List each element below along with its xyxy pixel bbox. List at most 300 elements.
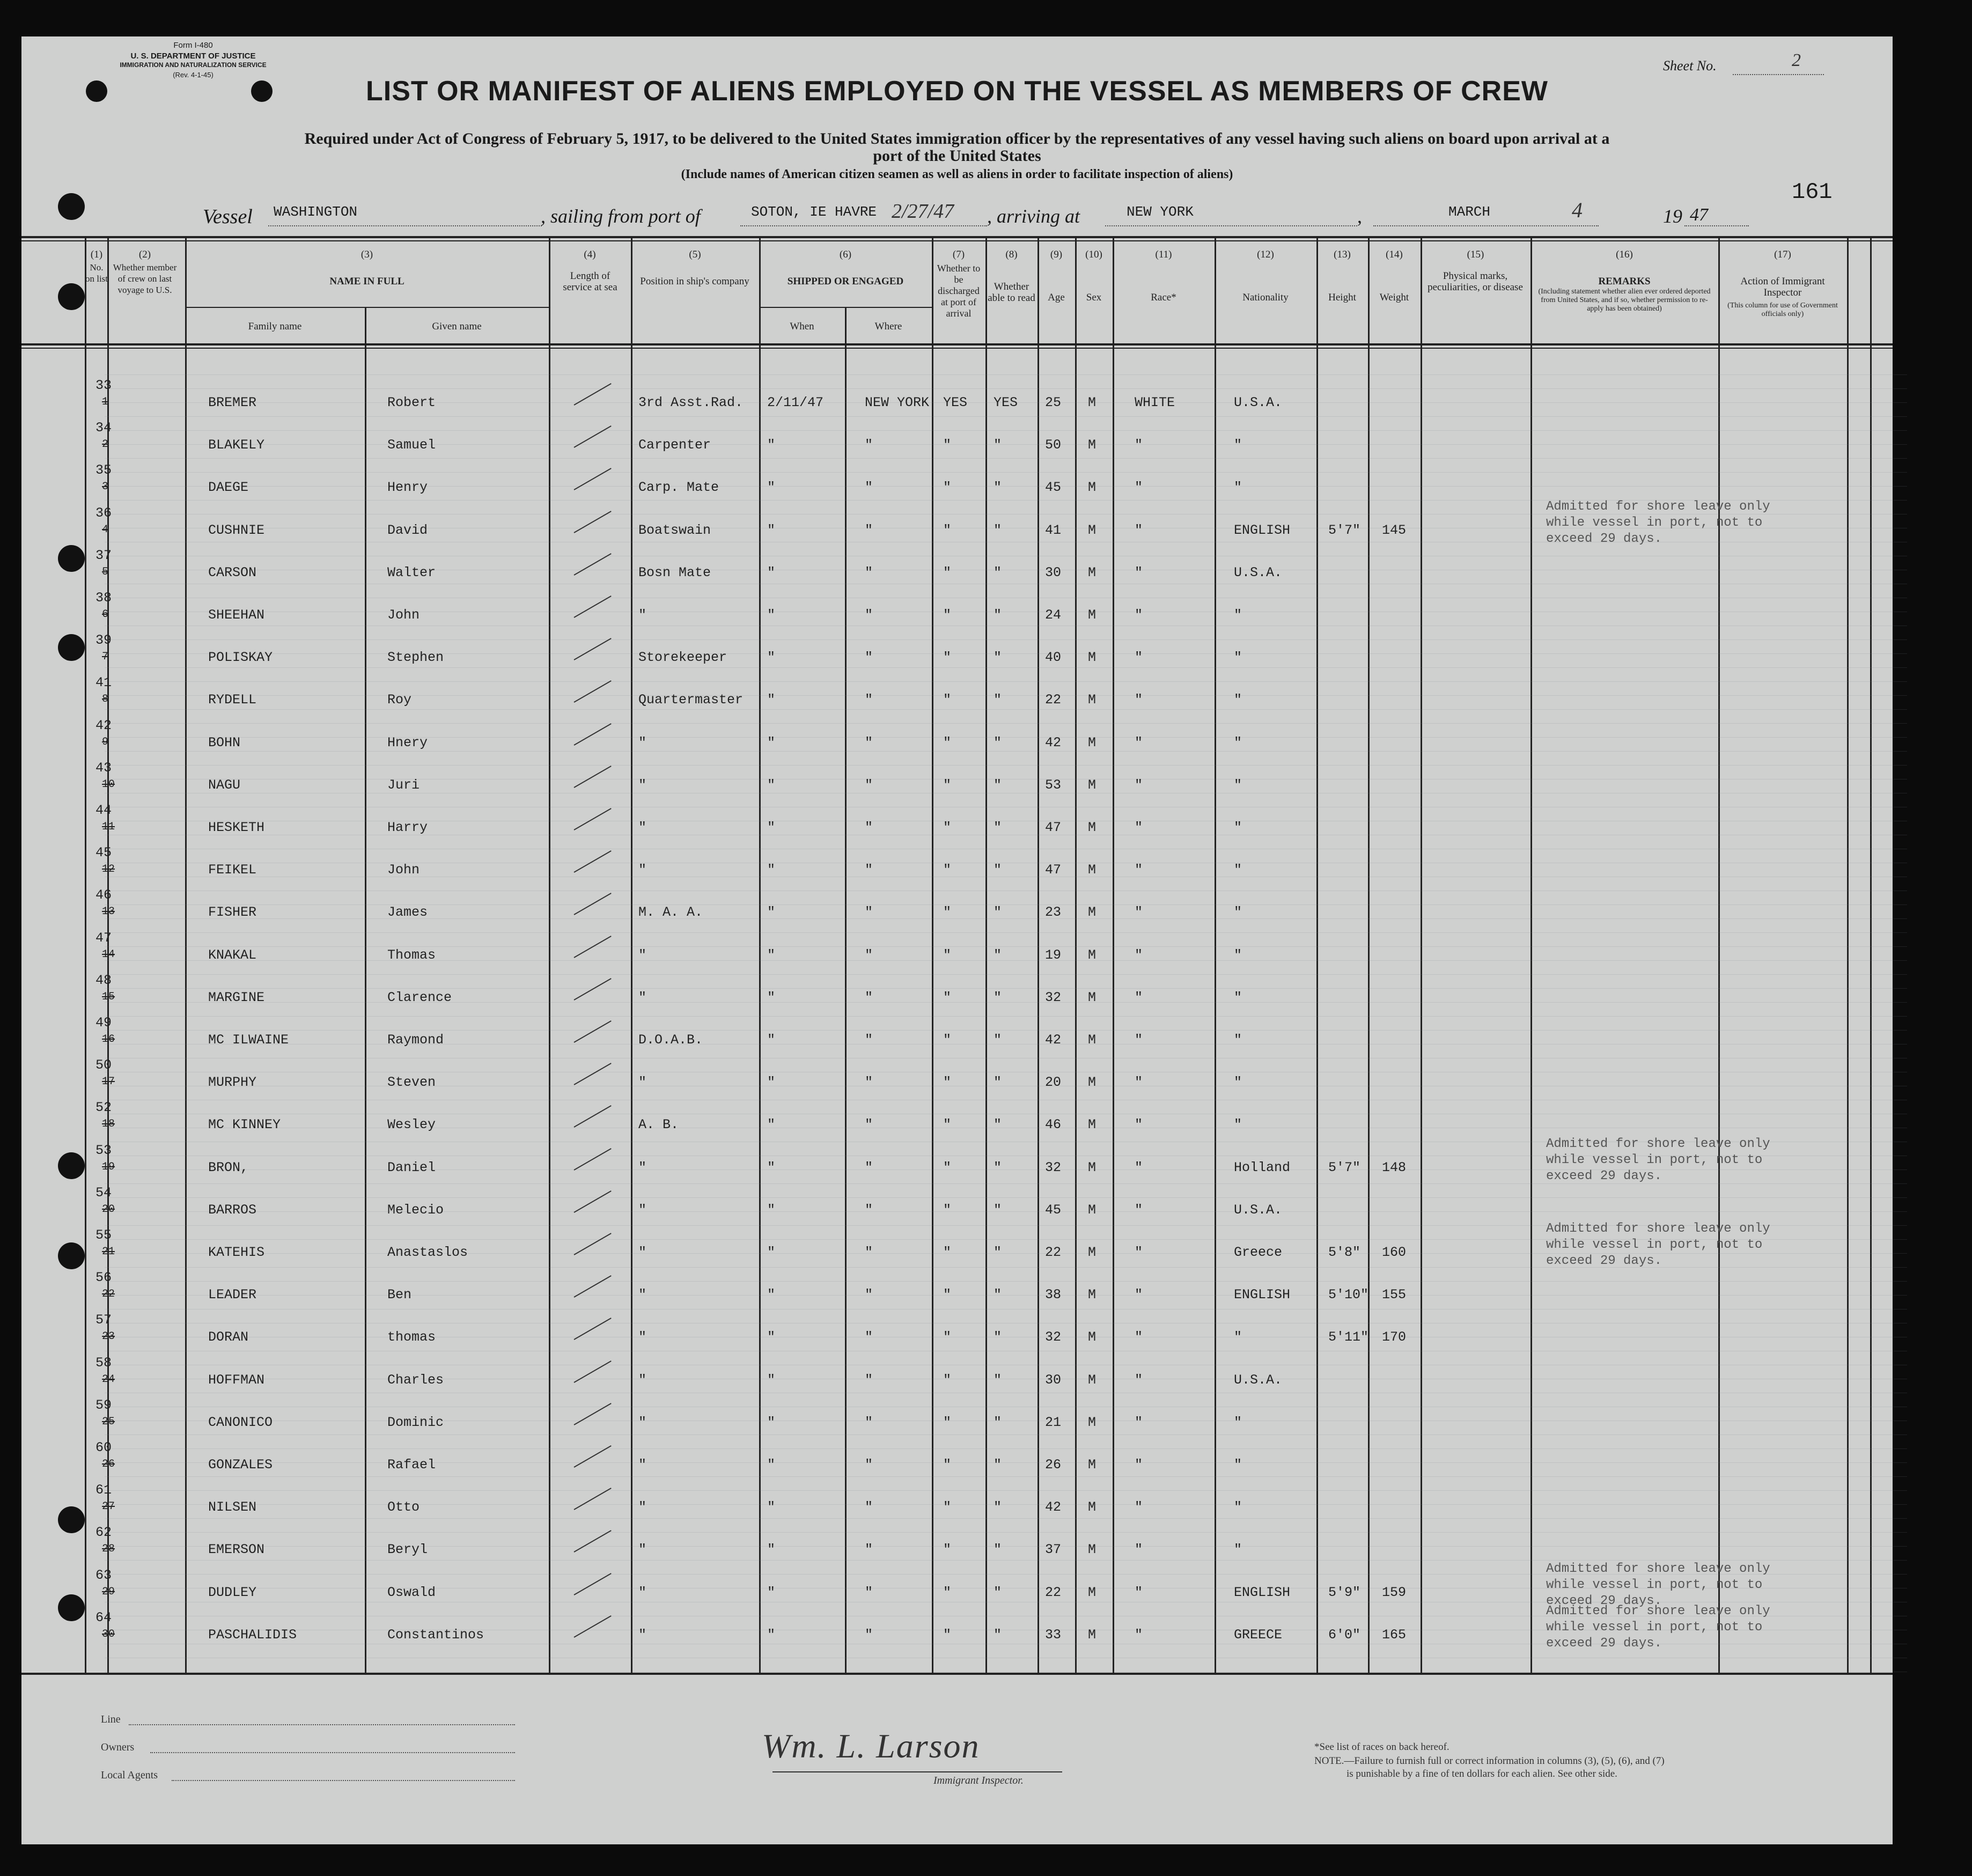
ruled-line	[105, 416, 1907, 417]
sailing-label: , sailing from port of	[541, 205, 701, 227]
race: WHITE	[1135, 395, 1175, 410]
given-name: Samuel	[387, 437, 436, 453]
given-name: Robert	[387, 395, 436, 410]
age: 23	[1045, 904, 1062, 921]
race: "	[1135, 1542, 1143, 1558]
weight: 148	[1382, 1159, 1407, 1175]
position: Boatswain	[638, 522, 711, 538]
list-number-new: 58	[95, 1355, 112, 1371]
discharged: "	[943, 692, 952, 708]
position: 3rd Asst.Rad.	[638, 395, 744, 410]
race: "	[1135, 989, 1143, 1005]
able-to-read: "	[994, 1414, 1002, 1430]
race: "	[1135, 1202, 1143, 1218]
arrival-year: 47	[1690, 205, 1708, 225]
nationality: "	[1234, 692, 1242, 708]
race: "	[1135, 692, 1143, 708]
footer-line-label: Line	[101, 1713, 121, 1725]
list-number-new: 48	[95, 972, 112, 988]
height: 5'7"	[1328, 1159, 1361, 1175]
shipped-when: "	[767, 1542, 776, 1558]
arrival-day: 4	[1572, 198, 1583, 222]
ruled-line	[105, 737, 1907, 738]
arrival-month: MARCH	[1448, 204, 1491, 220]
shipped-where: "	[865, 1457, 873, 1473]
ruled-line	[105, 1002, 1907, 1003]
given-name: Walter	[387, 564, 436, 580]
race: "	[1135, 820, 1143, 835]
sex: M	[1088, 1584, 1097, 1600]
shipped-where: "	[865, 1499, 873, 1515]
position: Storekeeper	[638, 650, 727, 666]
list-number-new: 35	[95, 462, 112, 479]
nationality: GREECE	[1234, 1627, 1283, 1643]
race: "	[1135, 734, 1143, 751]
nationality: "	[1234, 777, 1242, 793]
age: 42	[1045, 1032, 1062, 1048]
shipped-when: "	[767, 862, 776, 878]
sex: M	[1088, 1372, 1097, 1388]
given-name: John	[387, 607, 420, 623]
punch-hole	[58, 1594, 85, 1621]
shipped-where: "	[865, 1287, 873, 1303]
sex: M	[1088, 989, 1097, 1005]
shipped-when: "	[767, 1159, 776, 1175]
age: 45	[1045, 1202, 1062, 1218]
ruled-line	[105, 1016, 1907, 1017]
sex: M	[1088, 904, 1097, 921]
ruled-line	[105, 458, 1907, 459]
punch-hole	[58, 1506, 85, 1533]
column-rule	[932, 236, 933, 1675]
nationality: "	[1234, 1542, 1242, 1558]
sex: M	[1088, 1245, 1097, 1260]
col-header-family-name: Family name	[248, 321, 302, 332]
sex: M	[1088, 480, 1097, 496]
col-header-last-voyage: Whether member of crew on last voyage to U.S.	[113, 262, 177, 295]
able-to-read: "	[994, 989, 1002, 1005]
able-to-read: "	[994, 1542, 1002, 1558]
shipped-where: "	[865, 564, 873, 580]
col-header-position: Position in ship's company	[640, 276, 749, 287]
year-prefix: 19	[1663, 205, 1682, 227]
age: 30	[1045, 564, 1062, 580]
nationality: "	[1234, 437, 1242, 453]
race: "	[1135, 1245, 1143, 1260]
service-check-mark	[574, 553, 612, 576]
punch-hole	[58, 1242, 85, 1269]
position: "	[638, 947, 647, 963]
footer-owners-dotline	[150, 1752, 515, 1753]
list-number-new: 39	[95, 632, 112, 649]
given-name: Roy	[387, 692, 412, 708]
age: 20	[1045, 1075, 1062, 1091]
shipped-when: "	[767, 820, 776, 835]
race: "	[1135, 650, 1143, 666]
remark-line: Admitted for shore leave only	[1546, 1136, 1770, 1151]
discharged: "	[943, 1287, 952, 1303]
able-to-read: "	[994, 734, 1002, 751]
service-check-mark	[574, 1020, 612, 1043]
list-number-new: 57	[95, 1312, 112, 1328]
position: "	[638, 1159, 647, 1175]
shipped-where: "	[865, 522, 873, 538]
family-name: KATEHIS	[208, 1245, 265, 1260]
page-title: LIST OR MANIFEST OF ALIENS EMPLOYED ON THE VESSEL AS MEMBERS OF CREW	[366, 76, 1548, 107]
ruled-line	[105, 974, 1907, 975]
col9-number: (9)	[1050, 249, 1063, 260]
age: 21	[1045, 1414, 1062, 1430]
weight: 155	[1382, 1287, 1407, 1303]
shipped-where: "	[865, 1117, 873, 1133]
service-check-mark	[574, 468, 612, 491]
col-header-discharged: Whether to be discharged at port of arrival	[937, 263, 981, 319]
discharged: "	[943, 734, 952, 751]
shipped-where: "	[865, 480, 873, 496]
service-check-mark	[574, 1106, 612, 1128]
list-number-old: 7	[102, 651, 109, 664]
sex: M	[1088, 947, 1097, 963]
sex: M	[1088, 1117, 1097, 1133]
port-dotline	[740, 225, 987, 226]
service-check-mark	[574, 978, 612, 1000]
service-check-mark	[574, 1275, 612, 1298]
list-number-new: 55	[95, 1227, 112, 1243]
sex: M	[1088, 1329, 1097, 1345]
height: 6'0"	[1328, 1627, 1361, 1643]
family-name: HOFFMAN	[208, 1372, 265, 1388]
shipped-when: "	[767, 1075, 776, 1091]
position: "	[638, 1202, 647, 1218]
list-number-new: 42	[95, 717, 112, 733]
list-number-old: 14	[102, 948, 115, 961]
ruled-line	[105, 1490, 1907, 1491]
race: "	[1135, 1372, 1143, 1388]
col3-number: (3)	[360, 249, 373, 260]
shipped-when: "	[767, 1457, 776, 1473]
age: 30	[1045, 1372, 1062, 1388]
col4-number: (4)	[584, 249, 596, 260]
service-check-mark	[574, 1063, 612, 1085]
remark-line: while vessel in port, not to	[1546, 1152, 1763, 1167]
able-to-read: "	[994, 1329, 1002, 1345]
given-name: Juri	[387, 777, 420, 793]
discharged: "	[943, 1245, 952, 1260]
races-note: *See list of races on back hereof.	[1314, 1741, 1449, 1753]
family-name: MC ILWAINE	[208, 1032, 289, 1048]
family-name: MURPHY	[208, 1075, 257, 1091]
shipped-where: "	[865, 947, 873, 963]
stamp-number: 161	[1792, 179, 1833, 205]
family-name: DORAN	[208, 1329, 249, 1345]
inspector-label: Immigrant Inspector.	[933, 1775, 1024, 1786]
list-number-old: 5	[102, 565, 109, 578]
list-number-old: 28	[102, 1543, 115, 1556]
nationality: Greece	[1234, 1245, 1283, 1260]
subtitle-line2: port of the United States	[873, 147, 1041, 165]
family-name: CARSON	[208, 564, 257, 580]
family-name: BOHN	[208, 734, 241, 751]
column-rule	[549, 236, 550, 1675]
sex: M	[1088, 1457, 1097, 1473]
given-name: David	[387, 522, 428, 538]
ruled-line	[105, 904, 1907, 905]
age: 26	[1045, 1457, 1062, 1473]
weight: 165	[1382, 1627, 1407, 1643]
family-name: KNAKAL	[208, 947, 257, 963]
given-name: Anastaslos	[387, 1245, 468, 1260]
height: 5'7"	[1328, 522, 1361, 538]
discharged: "	[943, 1414, 952, 1430]
nationality: "	[1234, 1499, 1242, 1515]
shipped-when: "	[767, 1117, 776, 1133]
column-rule	[1075, 236, 1077, 1675]
service-check-mark	[574, 1148, 612, 1171]
family-name: LEADER	[208, 1287, 257, 1303]
able-to-read: "	[994, 1245, 1002, 1260]
race: "	[1135, 1499, 1143, 1515]
able-to-read: "	[994, 862, 1002, 878]
position: Bosn Mate	[638, 564, 711, 580]
list-number-old: 9	[102, 735, 109, 748]
age: 22	[1045, 692, 1062, 708]
height: 5'11"	[1328, 1329, 1369, 1345]
family-name: PASCHALIDIS	[208, 1627, 297, 1643]
position: "	[638, 1499, 647, 1515]
form-revision: (Rev. 4-1-45)	[173, 71, 214, 79]
discharged: "	[943, 1499, 952, 1515]
remark-line: exceed 29 days.	[1546, 531, 1662, 546]
column-rule	[1870, 236, 1872, 1675]
discharged: "	[943, 522, 952, 538]
service-check-mark	[574, 1360, 612, 1383]
given-name: Rafael	[387, 1457, 436, 1473]
service-check-mark	[574, 681, 612, 703]
remark-line: while vessel in port, not to	[1546, 515, 1763, 530]
race: "	[1135, 862, 1143, 878]
discharged: "	[943, 947, 952, 963]
column-rule	[1113, 236, 1114, 1675]
col-header-race: Race*	[1151, 292, 1176, 303]
given-name: Raymond	[387, 1032, 444, 1048]
able-to-read: "	[994, 1584, 1002, 1600]
weight: 160	[1382, 1245, 1407, 1260]
family-name: NILSEN	[208, 1499, 257, 1515]
shipped-where: NEW YORK	[865, 395, 930, 410]
column-rule	[1421, 236, 1422, 1675]
nationality: "	[1234, 862, 1242, 878]
given-name: Hnery	[387, 734, 428, 751]
race: "	[1135, 1584, 1143, 1600]
ruled-line	[105, 1434, 1907, 1435]
race: "	[1135, 1457, 1143, 1473]
discharged: "	[943, 1202, 952, 1218]
footer-agents-dotline	[172, 1780, 515, 1781]
service-check-mark	[574, 1488, 612, 1510]
ruled-line	[105, 1211, 1907, 1212]
list-number-new: 41	[95, 675, 112, 691]
remark-line: exceed 29 days.	[1546, 1254, 1662, 1268]
sex: M	[1088, 650, 1097, 666]
age: 45	[1045, 480, 1062, 496]
sheet-number: 2	[1792, 50, 1801, 70]
nationality: "	[1234, 1414, 1242, 1430]
discharged: "	[943, 1159, 952, 1175]
remark-line: while vessel in port, not to	[1546, 1238, 1763, 1252]
nationality: U.S.A.	[1234, 564, 1283, 580]
ruled-line	[105, 751, 1907, 752]
able-to-read: "	[994, 1499, 1002, 1515]
able-to-read: "	[994, 692, 1002, 708]
race: "	[1135, 1117, 1143, 1133]
family-name: BLAKELY	[208, 437, 265, 453]
list-number-old: 21	[102, 1246, 115, 1258]
given-name: Oswald	[387, 1584, 436, 1600]
discharged: "	[943, 1117, 952, 1133]
family-name: CUSHNIE	[208, 522, 265, 538]
list-number-old: 18	[102, 1118, 115, 1131]
column-rule	[1530, 236, 1532, 1675]
ruled-line	[105, 1518, 1907, 1519]
footer-owners-label: Owners	[101, 1741, 135, 1753]
weight: 159	[1382, 1584, 1407, 1600]
family-name: HESKETH	[208, 820, 265, 835]
race: "	[1135, 947, 1143, 963]
col-header-where: Where	[874, 321, 902, 332]
sex: M	[1088, 1075, 1097, 1091]
shipped-when: "	[767, 989, 776, 1005]
able-to-read: "	[994, 1159, 1002, 1175]
able-to-read: "	[994, 1457, 1002, 1473]
header-bottom-border2	[21, 348, 1893, 349]
col-header-age: Age	[1048, 292, 1065, 303]
age: 32	[1045, 989, 1062, 1005]
sex: M	[1088, 1542, 1097, 1558]
list-number-new: 37	[95, 547, 112, 563]
sex: M	[1088, 437, 1097, 453]
shipped-where: "	[865, 1372, 873, 1388]
col16-number: (16)	[1616, 249, 1633, 260]
sailing-port: SOTON, IE HAVRE	[751, 204, 877, 220]
shipped-where: "	[865, 777, 873, 793]
able-to-read: "	[994, 480, 1002, 496]
header-bottom-border	[21, 343, 1893, 345]
given-name: Charles	[387, 1372, 444, 1388]
discharged: "	[943, 1627, 952, 1643]
nationality: U.S.A.	[1234, 395, 1283, 410]
age: 32	[1045, 1159, 1062, 1175]
age: 19	[1045, 947, 1062, 963]
list-number-new: 34	[95, 420, 112, 436]
position: "	[638, 1372, 647, 1388]
list-number-old: 1	[102, 396, 109, 408]
shipped-where: "	[865, 437, 873, 453]
shipped-when: "	[767, 564, 776, 580]
discharged: "	[943, 1457, 952, 1473]
punch-hole	[58, 634, 85, 661]
list-number-old: 4	[102, 523, 109, 536]
sex: M	[1088, 1159, 1097, 1175]
family-name: DUDLEY	[208, 1584, 257, 1600]
column-rule	[1316, 236, 1318, 1675]
sex: M	[1088, 1287, 1097, 1303]
shipped-when: "	[767, 437, 776, 453]
list-number-new: 60	[95, 1440, 112, 1455]
remark-line: exceed 29 days.	[1546, 1168, 1662, 1183]
shipped-when: "	[767, 947, 776, 963]
service-check-mark	[574, 1233, 612, 1255]
table-top-border2	[21, 240, 1893, 241]
remark-line: while vessel in port, not to	[1546, 1577, 1763, 1592]
discharged: "	[943, 650, 952, 666]
fine-note-1: NOTE.—Failure to furnish full or correct information in columns (3), (5), (6), and (7)	[1314, 1755, 1665, 1767]
col11-number: (11)	[1155, 249, 1172, 260]
vessel-label: Vessel	[203, 205, 253, 228]
table-bottom-border	[21, 1673, 1893, 1675]
col-header-able-to-read: Whether able to read	[988, 281, 1035, 304]
height: 5'10"	[1328, 1287, 1369, 1303]
list-number-old: 11	[102, 821, 115, 833]
race: "	[1135, 904, 1143, 921]
able-to-read: "	[994, 1032, 1002, 1048]
sex: M	[1088, 692, 1097, 708]
shipped-where: "	[865, 607, 873, 623]
able-to-read: "	[994, 1117, 1002, 1133]
service-check-mark	[574, 1190, 612, 1213]
signature-line	[772, 1771, 1062, 1772]
shipped-where: "	[865, 1245, 873, 1260]
able-to-read: "	[994, 1287, 1002, 1303]
column-rule	[1368, 236, 1370, 1675]
shipped-where: "	[865, 692, 873, 708]
column-rule	[1718, 236, 1720, 1675]
sex: M	[1088, 522, 1097, 538]
vessel-dotline	[268, 225, 542, 226]
able-to-read: "	[994, 820, 1002, 835]
service-check-mark	[574, 595, 612, 618]
column-rule	[185, 236, 187, 1675]
list-number-new: 36	[95, 505, 112, 521]
remark-line: while vessel in port, not to	[1546, 1620, 1763, 1635]
col-header-action: Action of Immigrant Inspector	[1740, 276, 1825, 298]
sex: M	[1088, 862, 1097, 878]
shipped-when: "	[767, 1584, 776, 1600]
position: Quartermaster	[638, 692, 744, 708]
list-number-new: 38	[95, 590, 112, 606]
sex: M	[1088, 1202, 1097, 1218]
shipped-where: "	[865, 862, 873, 878]
shipped-where: "	[865, 650, 873, 666]
position: M. A. A.	[638, 904, 703, 921]
able-to-read: "	[994, 1627, 1002, 1643]
given-name: thomas	[387, 1329, 436, 1345]
age: 38	[1045, 1287, 1062, 1303]
col-header-when: When	[790, 321, 814, 332]
list-number-old: 27	[102, 1500, 115, 1513]
family-name: DAEGE	[208, 480, 249, 496]
col-header-length-of-service: Length of service at sea	[563, 270, 617, 293]
discharged: "	[943, 480, 952, 496]
ruled-line	[105, 960, 1907, 961]
position: D.O.A.B.	[638, 1032, 703, 1048]
age: 40	[1045, 650, 1062, 666]
col17-number: (17)	[1774, 249, 1791, 260]
service-check-mark	[574, 766, 612, 788]
list-number-new: 56	[95, 1270, 112, 1286]
list-number-new: 59	[95, 1397, 112, 1413]
ruled-line	[105, 388, 1907, 389]
shipped-where: "	[865, 1414, 873, 1430]
